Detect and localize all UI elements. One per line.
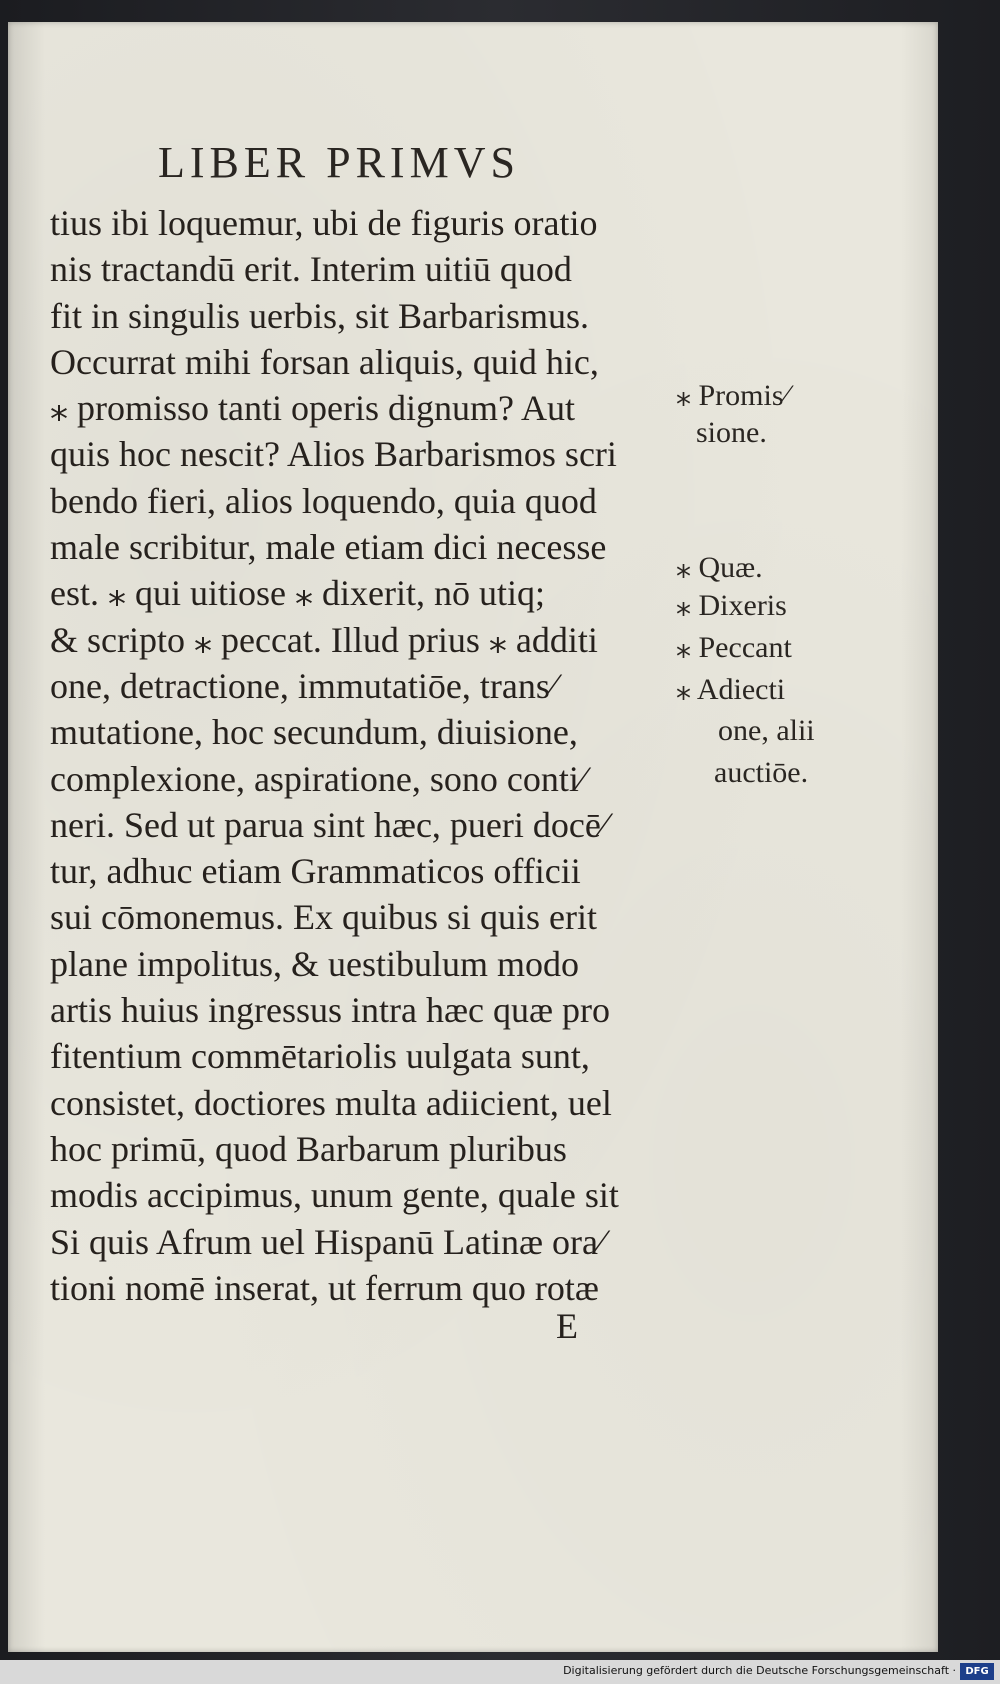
- text-line: neri. Sed ut parua sint hæc, pueri docē⁄: [50, 804, 607, 845]
- text-line: tioni nomē inserat, ut ferrum quo rotæ: [50, 1267, 599, 1308]
- text-line: & scripto ⁎ peccat. Illud prius ⁎ additi: [50, 619, 598, 660]
- marginal-note: ⁎ Dixeris: [676, 589, 787, 622]
- text-line: bendo fieri, alios loquendo, quia quod: [50, 480, 597, 521]
- text-line: complexione, aspiratione, sono conti⁄: [50, 758, 585, 799]
- text-line: quis hoc nescit? Alios Barbarismos scri: [50, 434, 617, 475]
- text-line: mutatione, hoc secundum, diuisione,: [50, 712, 578, 753]
- text-line: one, detractione, immutatiōe, trans⁄: [50, 665, 556, 706]
- dfg-logo: DFG: [960, 1663, 994, 1680]
- marginal-note: sione.: [696, 416, 767, 449]
- marginal-note: auctiōe.: [714, 756, 809, 789]
- text-line: male scribitur, male etiam dici necesse: [50, 527, 607, 568]
- text-line: fit in singulis uerbis, sit Barbarismus.: [50, 295, 589, 336]
- text-line: nis tractandū erit. Interim uitiū quod: [50, 249, 572, 290]
- text-line: tur, adhuc etiam Grammaticos officii: [50, 851, 581, 892]
- text-line: Si quis Afrum uel Hispanū Latinæ ora⁄: [50, 1221, 604, 1262]
- marginal-note: ⁎ Peccant: [676, 631, 792, 664]
- text-line: sui cōmonemus. Ex quibus si quis erit: [50, 897, 597, 938]
- text-line: Occurrat mihi forsan aliquis, quid hic,: [50, 341, 599, 382]
- marginal-note: ⁎ Quæ.: [676, 551, 763, 584]
- marginal-note: ⁎ Promis⁄: [676, 379, 789, 412]
- body-text: [50, 200, 690, 1311]
- text-line: fitentium commētariolis uulgata sunt,: [50, 1036, 590, 1077]
- footer-credit: Digitalisierung gefördert durch die Deutsche Forschungsgemeinschaft ·: [563, 1664, 956, 1677]
- text-line: modis accipimus, unum gente, quale sit: [50, 1175, 619, 1216]
- text-line: tius ibi loquemur, ubi de figuris oratio: [50, 203, 598, 243]
- catchword: E: [556, 1306, 578, 1346]
- text-line: ⁎ promisso tanti operis dignum? Aut: [50, 388, 575, 429]
- text-line: hoc primū, quod Barbarum pluribus: [50, 1128, 567, 1169]
- text-line: artis huius ingressus intra hæc quæ pro: [50, 990, 610, 1031]
- footer-bar: [0, 1660, 1000, 1684]
- running-head: LIBER PRIMVS: [158, 138, 520, 187]
- text-line: consistet, doctiores multa adiicient, uel: [50, 1082, 612, 1123]
- text-line: plane impolitus, & uestibulum modo: [50, 943, 579, 984]
- marginal-note: ⁎ Adiecti: [676, 673, 786, 706]
- text-line: est. ⁎ qui uitiose ⁎ dixerit, nō utiq;: [50, 573, 545, 614]
- marginal-note: one, alii: [718, 714, 815, 747]
- book-page: [8, 22, 938, 1652]
